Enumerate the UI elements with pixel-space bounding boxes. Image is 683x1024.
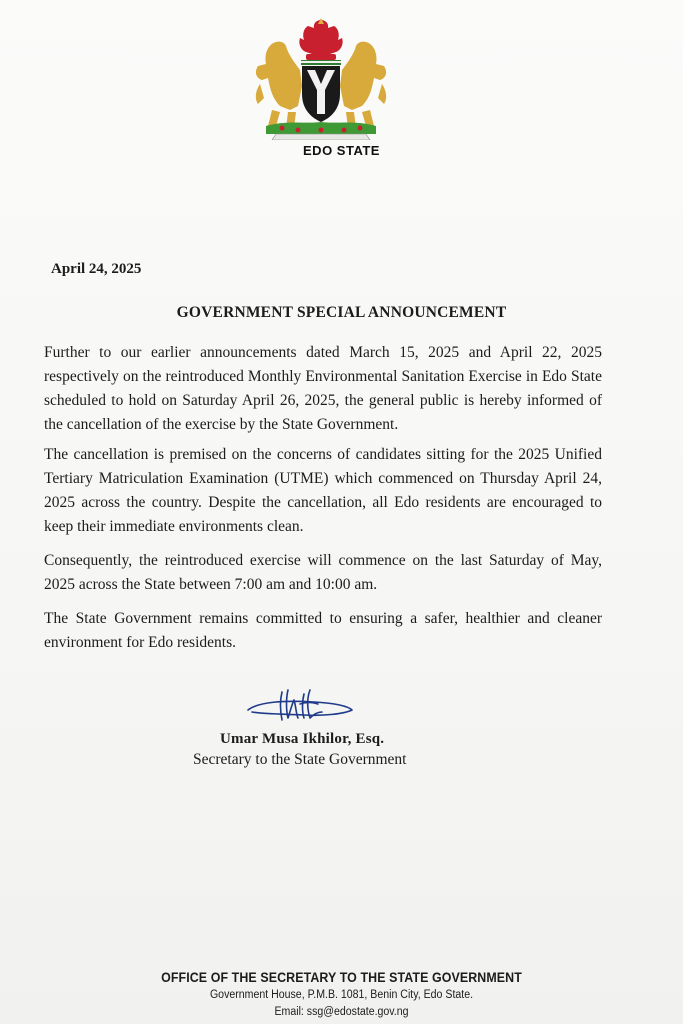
letter-date: April 24, 2025 (51, 261, 142, 277)
coat-of-arms-icon (246, 14, 396, 140)
footer-office-name: OFFICE OF THE SECRETARY TO THE STATE GOVERNMENT (161, 970, 522, 985)
body-paragraph-1: Further to our earlier announcements dated March 15, 2025 and April 22, 2025 respectively on the reintroduced Monthly Environmental Sanitation Exercise in Edo State scheduled to hold on Saturday April 26, 2025, the general public is hereby informed of the cancellation of the exercise by the State Government. (44, 344, 602, 433)
signatory-title: Secretary to the State Government (193, 751, 407, 768)
footer-email: Email: ssg@edostate.gov.ng (274, 1006, 409, 1018)
signatory-name: Umar Musa Ikhilor, Esq. (220, 731, 385, 747)
body-paragraph-3: Consequently, the reintroduced exercise will commence on the last Saturday of May, 2025 across the State between 7:00 am and 10:00 am. (44, 552, 602, 593)
letter-footer (0, 969, 683, 1021)
body-paragraph-2: The cancellation is premised on the concerns of candidates sitting for the 2025 Unified Tertiary Matriculation Examination (UTME) which commenced on Thursday April 24, 2025 across the country. Despite the cancellation, all Edo residents are encouraged to keep their immediate environments clean. (44, 446, 602, 535)
body-paragraph-4: The State Government remains committed to ensuring a safer, healthier and cleaner environment for Edo residents. (44, 610, 602, 651)
footer-address: Government House, P.M.B. 1081, Benin City, Edo State. (209, 989, 474, 1001)
announcement-heading: GOVERNMENT SPECIAL ANNOUNCEMENT (176, 304, 507, 321)
signature-icon (244, 684, 356, 728)
crest-label: EDO STATE (303, 143, 380, 158)
